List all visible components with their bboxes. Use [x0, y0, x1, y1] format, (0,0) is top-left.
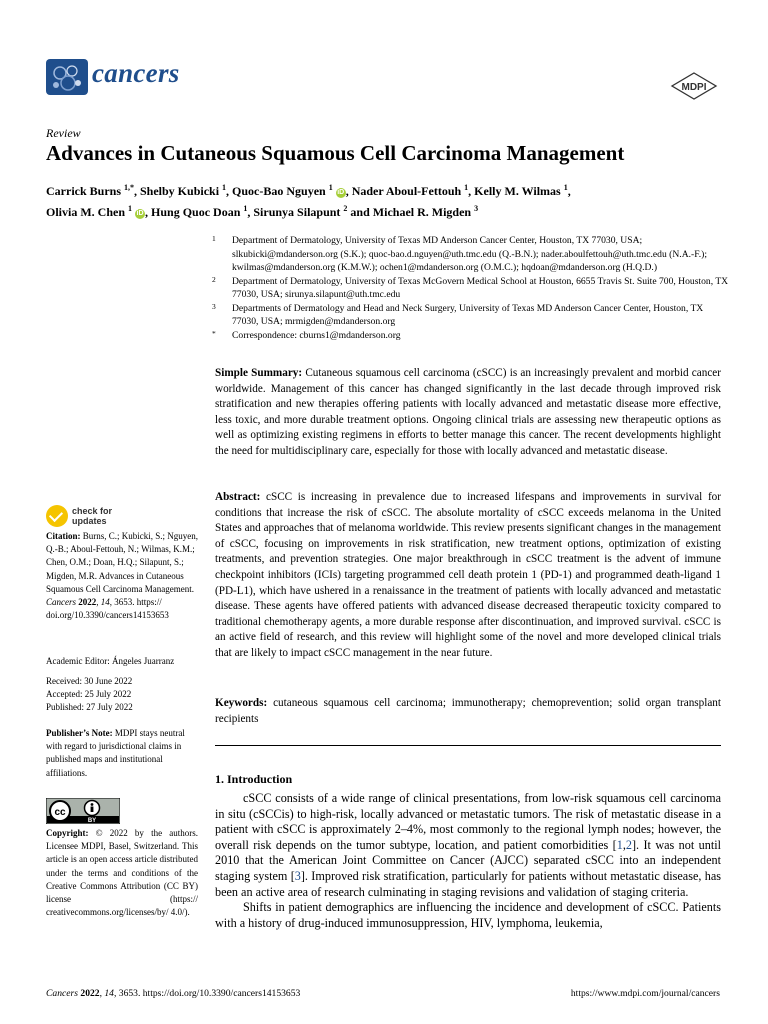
author-name[interactable]: Olivia M. Chen	[46, 205, 126, 219]
svg-text:cc: cc	[54, 807, 66, 818]
author-affiliation-marker: 1	[222, 183, 227, 192]
citation-block: Citation: Burns, C.; Kubicki, S.; Nguyen, Q.-B.; Aboul-Fettouh, N.; Wilmas, K.M.; Chen, O.M.; Doan, H.Q.; Silapunt, S.; Migden, M.R. Advances in Cutaneous Squamous Cell Carcinoma Management. Cancers 2022, 14, 3653. https:// doi.org/10.3390/cancers14153653	[46, 531, 199, 621]
reference-link-1[interactable]: 1	[616, 837, 623, 852]
journal-logo-icon	[46, 59, 88, 95]
article-type: Review	[46, 126, 81, 140]
abstract-text: cSCC is increasing in prevalence due to increased lifespans and improvements in survival for conditions that increase the risk of cSCC. The absolute mortality of cSCC exceeds melanoma in the United States and approaches that of melanoma worldwide. This review presents significant changes in the management of cSCC, focusing on improvements in risk stratification, new treatment options, optimization of existing treatments, and prevention strategies. One major breakthrough in cSCC treatment is the advent of immune checkpoint inhibitors (ICIs) targeting programmed cell death protein 1 (PD-1) and programmed death-ligand 1 (PD-L1), which have ushered in a renaissance in the treatment of patients with locally advanced and metastatic disease. These agents have offered patients with advanced disease decreased therapeutic toxicity compared to traditional chemotherapy agents, a more durable response after discontinuation, and improved survival. cSCC is an active field of research, and this review will highlight some of the novel and more developed clinical trials that are likely to impact cSCC management in the near future.	[215, 491, 721, 659]
author-affiliation-marker: 1,*	[124, 183, 134, 192]
keywords-label: Keywords:	[215, 697, 268, 709]
author-affiliation-marker: 1	[243, 204, 248, 213]
affiliation-item	[212, 234, 732, 275]
affiliation-number: *	[212, 328, 216, 338]
affiliations	[212, 234, 732, 342]
keywords	[215, 696, 721, 727]
abstract-label: Abstract:	[215, 491, 261, 503]
article-title: Advances in Cutaneous Squamous Cell Carcinoma Management	[46, 141, 625, 165]
orcid-icon[interactable]: iD	[136, 210, 144, 217]
footer-citation: Cancers 2022, 14, 3653. https://doi.org/10.3390/cancers14153653	[46, 988, 301, 999]
author-list: Carrick Burns $^{1,*}$, Shelby Kubicki $^1$, Quoc-Bao Nguyen $^1$ iD , Nader Aboul-Fettouh $^1$, Kelly M. Wilmas $^1$, Olivia M. Chen $^1$ iD , Hung Quoc Doan $^1$, Sirunya Silapunt $^2$ and Michael R. Migden $^3$	[46, 183, 571, 219]
simple-summary-label: Simple Summary:	[215, 367, 303, 379]
publisher-name: MDPI	[681, 82, 707, 93]
affiliation-item	[212, 329, 732, 343]
author-name[interactable]: Carrick Burns	[46, 184, 121, 198]
author-affiliation-marker: 2	[343, 204, 348, 213]
affiliation-text: Departments of Dermatology and Head and Neck Surgery, University of Texas MD Anderson Cancer Center, Houston, TX 77030, USA; mrmigden@mdanderson.org	[232, 302, 704, 327]
cc-by-label: BY	[87, 818, 97, 824]
copyright-notice: Copyright: © 2022 by the authors. Licensee MDPI, Basel, Switzerland. This article is an open access article distributed under the terms and conditions of the Creative Commons Attribution (CC BY) license (https:// creativecommons.org/licenses/by/ 4.0/).	[46, 828, 199, 918]
cc-by-license-icon[interactable]	[46, 798, 120, 824]
orcid-icon[interactable]: iD	[337, 189, 345, 196]
author-affiliation-marker: 1	[328, 183, 333, 192]
section-divider	[215, 745, 721, 746]
author-name[interactable]: Michael R. Migden	[372, 205, 472, 219]
author-affiliation-marker: 1	[563, 183, 568, 192]
simple-summary	[215, 366, 721, 460]
author-affiliation-marker: 1	[128, 204, 133, 213]
author-name[interactable]: Shelby Kubicki	[140, 184, 220, 198]
section-heading: 1. Introduction	[215, 772, 293, 786]
simple-summary-text: Cutaneous squamous cell carcinoma (cSCC) is an increasingly prevalent and morbid cancer worldwide. Management of this cancer has changed significantly in the last decade through improved risk stratification and new therapies offering patients with locally advanced and metastatic disease more effective, less toxic, and more durable treatment options. Ongoing clinical trials are assessing new therapeutic options as well as optimizing existing regimens in efforts to better manage this cancer. The recent developments highlight the need for multidisciplinary care, especially for those with locally advanced and metastatic disease.	[215, 367, 721, 457]
check-updates-line-2: updates	[72, 516, 107, 526]
affiliation-number: 1	[212, 234, 216, 243]
received-date: Received: 30 June 2022	[46, 676, 133, 686]
author-name[interactable]: Hung Quoc Doan	[151, 205, 241, 219]
reference-link-2[interactable]: 2	[625, 837, 632, 852]
affiliation-number: 3	[212, 301, 216, 311]
published-date: Published: 27 July 2022	[46, 702, 133, 713]
introduction-body	[215, 791, 721, 931]
accepted-date: Accepted: 25 July 2022	[46, 689, 132, 700]
author-name[interactable]: Nader Aboul-Fettouh	[351, 184, 462, 198]
affiliation-item	[212, 275, 732, 302]
author-name[interactable]: Quoc-Bao Nguyen	[232, 184, 326, 198]
journal-name: cancers	[92, 58, 180, 88]
publication-dates	[46, 675, 198, 715]
academic-editor: Academic Editor: Ángeles Juarranz	[46, 656, 175, 666]
author-affiliation-marker: 3	[474, 204, 479, 213]
publisher-note: Publisher’s Note: MDPI stays neutral with regard to jurisdictional claims in published maps and institutional affiliations.	[46, 728, 185, 778]
author-name[interactable]: Sirunya Silapunt	[253, 205, 341, 219]
author-name[interactable]: Kelly M. Wilmas	[474, 184, 561, 198]
check-updates-line-1: check for	[72, 506, 113, 516]
affiliation-text: Department of Dermatology, University of Texas MD Anderson Cancer Center, Houston, TX 77030, USA; slkubicki@mdanderson.org (S.K.); quoc-bao.d.nguyen@uth.tmc.edu (Q.-B.N.); nader.aboulfettouh@uth.tmc.edu (N.A.-F.); kwilmas@mdanderson.org (K.M.W.); ochen1@mdanderson.org (O.M.C.); hqdoan@mdanderson.org (H.Q.D.)	[232, 235, 708, 273]
keywords-text: cutaneous squamous cell carcinoma; immunotherapy; chemoprevention; solid organ transplant recipients	[215, 697, 722, 725]
abstract	[215, 490, 721, 662]
reference-link-3[interactable]: 3	[294, 868, 301, 883]
mdpi-logo-icon	[670, 72, 718, 102]
check-for-updates-button[interactable]	[46, 505, 176, 529]
affiliation-item	[212, 302, 732, 329]
intro-paragraph-1: cSCC consists of a wide range of clinical presentations, from low-risk squamous cell carcinoma in situ (cSCCis) to high-risk, locally advanced or metastatic tumors. The risk of metastatic disease in a patient with cSCC is approximately 2–4%, most commonly to the regional lymph nodes; however, the overall risk depends on the tumor subtype, location, and patient comorbidities [1,2]. It was not until 2010 that the American Joint Committee on Cancer (AJCC) separated cSCC into an independent staging system [3]. Improved risk stratification, particularly for patients without metastatic disease, has been an active area of research culminating in staging revisions and validation of staging criteria.	[215, 791, 721, 899]
affiliation-number: 2	[212, 274, 216, 284]
journal-url-link[interactable]: https://www.mdpi.com/journal/cancers	[570, 988, 720, 999]
intro-paragraph-2: Shifts in patient demographics are influencing the incidence and development of cSCC. Patients with a history of drug-induced immunosuppression, HIV, lymphoma, leukemia,	[215, 900, 721, 930]
affiliation-text: Department of Dermatology, University of Texas McGovern Medical School at Houston, 6655 Travis St. Suite 700, Houston, TX 77030, USA; sirunya.silapunt@uth.tmc.edu	[232, 275, 729, 300]
checkmark-icon	[46, 505, 68, 527]
affiliation-text: Correspondence: cburns1@mdanderson.org	[232, 329, 401, 341]
author-affiliation-marker: 1	[464, 183, 469, 192]
